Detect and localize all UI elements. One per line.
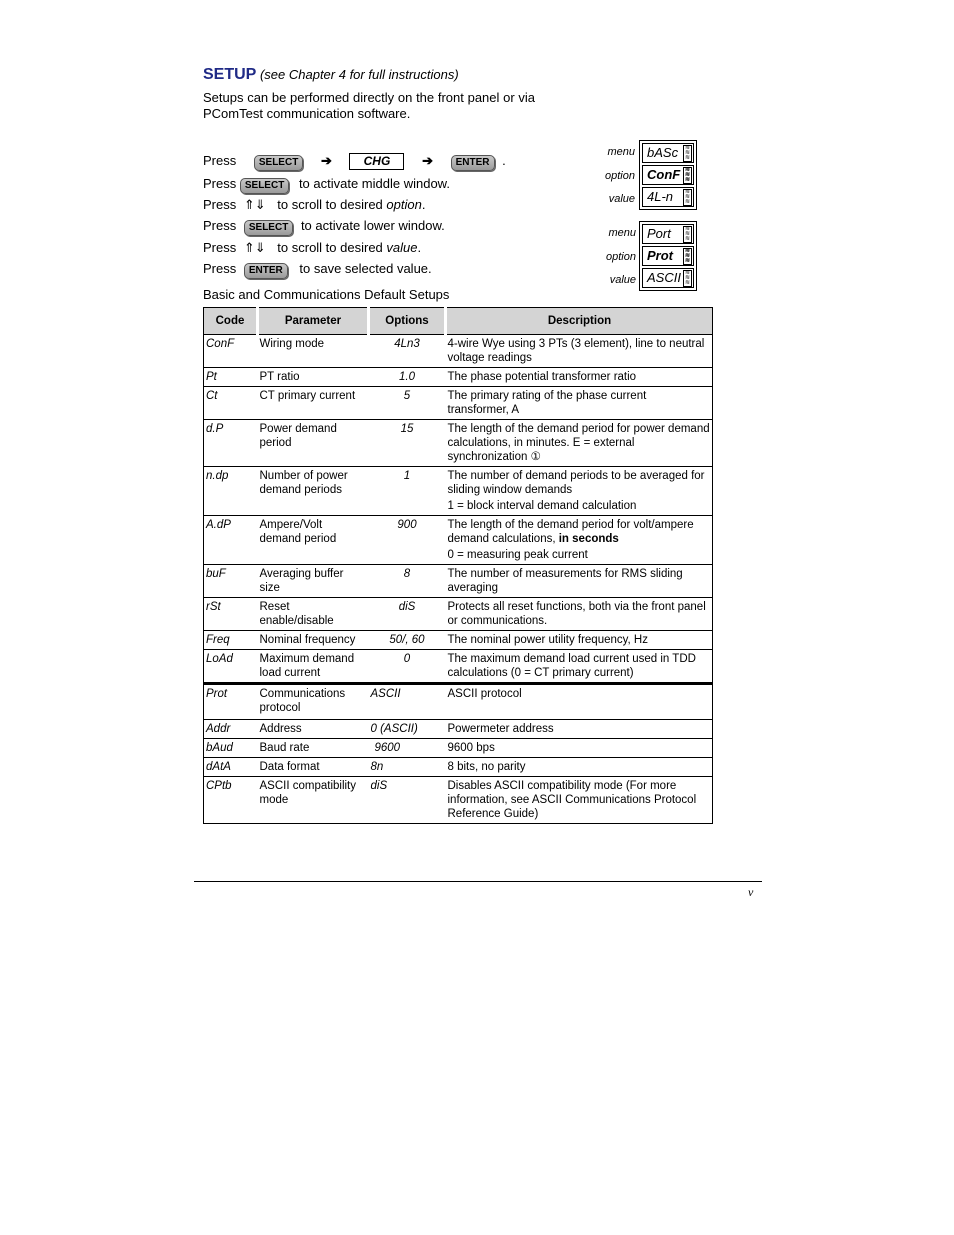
value-label: value (608, 193, 635, 205)
description-span: The nominal power utility frequency, Hz (447, 634, 648, 646)
code-cell: bAud (204, 739, 258, 758)
default-setups-table (203, 307, 713, 824)
description-text (448, 633, 711, 647)
code-cell: LoAd (204, 650, 258, 684)
description-span: Disables ASCII compatibility mode (For more information, see ASCII Communications Protocol Reference Guide) (447, 780, 697, 820)
step-2 (203, 176, 450, 194)
description-text (448, 370, 711, 384)
up-down-arrows-icon: ⇑⇓ (243, 240, 266, 255)
window-text: Prot (647, 248, 673, 263)
description-cell (446, 420, 713, 467)
description-cell (446, 684, 713, 720)
options-cell: 8n (369, 758, 446, 777)
step-text: to save selected value. (299, 261, 432, 276)
step-text: to activate middle window. (298, 176, 450, 191)
step-emphasis: value (386, 240, 418, 255)
code-cell: Ct (204, 387, 258, 420)
menu-window (642, 224, 694, 244)
table-row (204, 335, 713, 368)
step-dot: . (417, 240, 422, 255)
page-number: v (748, 885, 754, 899)
step-period: . (502, 153, 506, 168)
parameter-cell: Nominal frequency (258, 631, 369, 650)
options-cell: 0 (ASCII) (369, 720, 446, 739)
step-1 (203, 153, 506, 171)
options-cell: 15 (369, 420, 446, 467)
select-key: SELECT (254, 155, 303, 171)
select-key: SELECT (244, 220, 293, 236)
description-span: Protects all reset functions, both via the front panel or communications. (447, 601, 706, 627)
description-text (448, 652, 711, 680)
description-cell (446, 777, 713, 824)
description-text (448, 422, 711, 464)
description-span: The number of measurements for RMS sliding averaging (447, 568, 683, 594)
description-span: 1 = block interval demand calculation (447, 500, 637, 512)
enter-key: ENTER (451, 155, 495, 171)
options-cell: diS (369, 598, 446, 631)
description-text (448, 600, 711, 628)
description-cell (446, 739, 713, 758)
description-bold: in seconds (558, 533, 619, 545)
description-span: The maximum demand load current used in TDD calculations (0 = CT primary current) (447, 653, 696, 679)
section-subtitle: (see Chapter 4 for full instructions) (259, 67, 459, 82)
description-cell (446, 631, 713, 650)
table-row (204, 598, 713, 631)
description-span: Powermeter address (447, 723, 554, 735)
parameter-cell: Ampere/Volt demand period (258, 516, 369, 565)
step-text: to scroll to desired (277, 197, 387, 212)
table-row (204, 720, 713, 739)
menu-label: menu (608, 227, 636, 239)
table-row (204, 739, 713, 758)
scroll-indicator-icon: ≋ ≋ ≋ (684, 189, 691, 205)
table-row (204, 684, 713, 720)
description-text (448, 687, 711, 701)
code-cell: Addr (204, 720, 258, 739)
options-cell: 900 (369, 516, 446, 565)
up-down-arrows-icon: ⇑⇓ (243, 197, 266, 212)
parameter-cell: CT primary current (258, 387, 369, 420)
description-text (448, 567, 711, 595)
option-label: option (606, 251, 636, 263)
press-label: Press (203, 240, 237, 255)
parameter-cell: Power demand period (258, 420, 369, 467)
description-text (448, 389, 711, 417)
options-cell: 9600 (369, 739, 446, 758)
press-label: Press (203, 218, 237, 233)
parameter-cell: Baud rate (258, 739, 369, 758)
parameter-cell: ASCII compatibility mode (258, 777, 369, 824)
description-span: 4-wire Wye using 3 PTs (3 element), line to neutral voltage readings (447, 338, 705, 364)
code-cell: buF (204, 565, 258, 598)
table-row (204, 631, 713, 650)
scroll-indicator-icon: ≋ ≋ ≋ (684, 167, 691, 183)
window-text: 4L-n (647, 189, 674, 204)
options-cell: ASCII (369, 684, 446, 720)
code-cell: dAtA (204, 758, 258, 777)
description-text (448, 499, 711, 513)
options-cell: 1 (369, 467, 446, 516)
parameter-cell: Maximum demand load current (258, 650, 369, 684)
code-cell: rSt (204, 598, 258, 631)
enter-key: ENTER (244, 263, 288, 279)
intro-paragraph: Setups can be performed directly on the front panel or via PComTest communication software. (203, 90, 535, 121)
option-window (642, 165, 694, 185)
description-span: ASCII protocol (447, 688, 522, 700)
parameter-cell: Number of power demand periods (258, 467, 369, 516)
options-cell: 5 (369, 387, 446, 420)
table-row (204, 516, 713, 565)
code-cell: ConF (204, 335, 258, 368)
press-label: Press (203, 153, 237, 168)
description-span: The number of demand periods to be averaged for sliding window demands (447, 470, 705, 496)
code-cell: n.dp (204, 467, 258, 516)
options-cell: 4Ln3 (369, 335, 446, 368)
press-label: Press (203, 176, 237, 191)
menu-label: menu (607, 146, 635, 158)
code-cell: d.P (204, 420, 258, 467)
options-cell: 8 (369, 565, 446, 598)
table-row (204, 420, 713, 467)
step-text: to scroll to desired (277, 240, 387, 255)
code-cell: Freq (204, 631, 258, 650)
scroll-indicator-icon: ≋ ≋ ≋ (684, 270, 691, 286)
page-heading (203, 66, 459, 84)
scroll-indicator-icon: ≋ ≋ ≋ (684, 248, 691, 264)
description-span: 9600 bps (447, 742, 495, 754)
description-span: The length of the demand period for power demand calculations, in minutes. E = external synchronization ① (447, 423, 710, 463)
step-text: to activate lower window. (300, 218, 445, 233)
description-text (448, 760, 711, 774)
table-row (204, 368, 713, 387)
description-span: The length of the demand period for volt/ampere demand calculations, (447, 519, 694, 545)
code-cell: Pt (204, 368, 258, 387)
description-cell (446, 516, 713, 565)
chg-field: CHG (349, 153, 404, 170)
select-key: SELECT (240, 178, 289, 194)
description-cell (446, 598, 713, 631)
table-row (204, 387, 713, 420)
description-span: The primary rating of the phase current transformer, A (447, 390, 647, 416)
options-cell: 50/, 60 (369, 631, 446, 650)
option-label: option (605, 170, 635, 182)
code-cell: A.dP (204, 516, 258, 565)
description-text (448, 518, 711, 546)
description-span: 0 = measuring peak current (447, 549, 588, 561)
table-caption: Basic and Communications Default Setups (203, 287, 450, 302)
table-row (204, 467, 713, 516)
description-text (448, 469, 711, 497)
display-panel-2 (639, 221, 697, 291)
table-row (204, 565, 713, 598)
column-header-description: Description (446, 308, 713, 335)
parameter-cell: Wiring mode (258, 335, 369, 368)
description-text (448, 722, 711, 736)
description-text (448, 337, 711, 365)
description-span: The phase potential transformer ratio (447, 371, 637, 383)
parameter-cell: Averaging buffer size (258, 565, 369, 598)
description-cell (446, 387, 713, 420)
description-text (448, 779, 711, 821)
step-4 (203, 218, 445, 236)
description-cell (446, 335, 713, 368)
press-label: Press (203, 261, 237, 276)
step-5 (203, 240, 421, 256)
parameter-cell: Address (258, 720, 369, 739)
value-label: value (609, 274, 636, 286)
window-text: Port (647, 226, 671, 241)
column-header-code: Code (204, 308, 258, 335)
arrow-icon: ➔ (422, 153, 433, 168)
code-cell: CPtb (204, 777, 258, 824)
step-emphasis: option (386, 197, 422, 212)
scroll-indicator-icon: ≋ ≋ ≋ (684, 145, 691, 161)
table-row (204, 650, 713, 684)
parameter-cell: PT ratio (258, 368, 369, 387)
display-panel-1 (639, 140, 697, 210)
footer-rule (194, 881, 762, 882)
parameter-cell: Communications protocol (258, 684, 369, 720)
scroll-indicator-icon: ≋ ≋ ≋ (684, 226, 691, 242)
table-header-row (204, 308, 713, 335)
arrow-icon: ➔ (320, 153, 332, 168)
menu-window (642, 143, 694, 163)
code-cell: Prot (204, 684, 258, 720)
window-text: bASc (647, 145, 679, 160)
description-cell (446, 758, 713, 777)
description-span: 8 bits, no parity (447, 761, 526, 773)
column-header-parameter: Parameter (258, 308, 369, 335)
step-6 (203, 261, 432, 279)
options-cell: diS (369, 777, 446, 824)
parameter-cell: Data format (258, 758, 369, 777)
description-cell (446, 565, 713, 598)
description-cell (446, 720, 713, 739)
window-text: ASCII (647, 270, 681, 285)
description-cell (446, 650, 713, 684)
column-header-options: Options (369, 308, 446, 335)
option-window (642, 246, 694, 266)
table-row (204, 777, 713, 824)
value-window (642, 268, 694, 288)
step-3 (203, 197, 425, 213)
value-window (642, 187, 694, 207)
description-cell (446, 368, 713, 387)
section-title: SETUP (203, 66, 257, 83)
table-row (204, 758, 713, 777)
options-cell: 0 (369, 650, 446, 684)
description-text (448, 548, 711, 562)
options-cell: 1.0 (369, 368, 446, 387)
window-text: ConF (647, 167, 681, 182)
description-text (448, 741, 711, 755)
press-label: Press (203, 197, 237, 212)
description-cell (446, 467, 713, 516)
parameter-cell: Reset enable/disable (258, 598, 369, 631)
step-dot: . (421, 197, 426, 212)
